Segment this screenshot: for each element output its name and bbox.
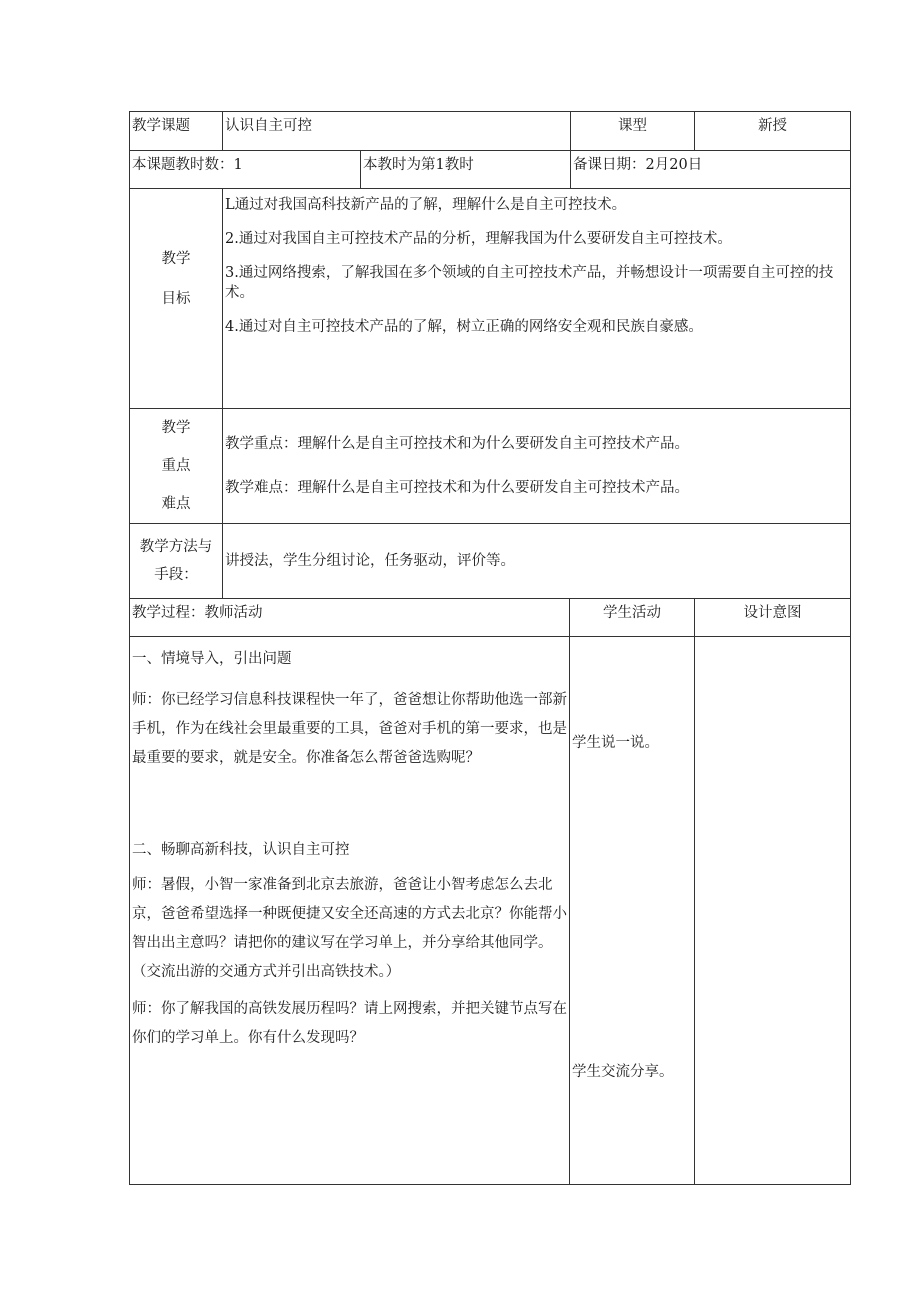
objective-item: 2.通过对我国自主可控技术产品的分析，理解我国为什么要研发自主可控技术。	[225, 231, 732, 247]
date-cell: 备课日期：2月20日	[571, 151, 851, 189]
section-title: 一、情境导入，引出问题	[132, 651, 292, 667]
section-title: 二、畅聊高新科技，认识自主可控	[132, 842, 350, 858]
student-activity-item: 学生交流分享。	[572, 1064, 674, 1080]
student-activity-content	[570, 637, 695, 1185]
difficulty-text: 教学难点：理解什么是自主可控技术和为什么要研发自主可控技术产品。	[225, 480, 689, 496]
objective-item: 4.通过对自主可控技术产品的了解，树立正确的网络安全观和民族自豪感。	[225, 319, 703, 335]
teacher-activity-content	[130, 637, 570, 1185]
lesson-plan-page	[129, 111, 850, 1185]
objectives-content	[223, 189, 851, 409]
key-points-label: 教学 重点 难点	[130, 409, 223, 524]
process-header-row	[130, 599, 851, 637]
focus-text: 教学重点：理解什么是自主可控技术和为什么要研发自主可控技术产品。	[225, 436, 689, 452]
course-row	[130, 112, 851, 151]
methods-row	[130, 524, 851, 599]
objectives-row	[130, 189, 851, 409]
objective-item: 3.通过网络搜索，了解我国在多个领域的自主可控技术产品，并畅想设计一项需要自主可控的技术。	[225, 265, 834, 301]
teacher-activity-header: 教学过程：教师活动	[130, 599, 570, 637]
objectives-label: 教学 目标	[130, 189, 223, 409]
design-intent-content	[695, 637, 851, 1185]
type-value: 新授	[695, 112, 851, 151]
teacher-text: 师：暑假，小智一家准备到北京去旅游，爸爸让小智考虑怎么去北京，爸爸希望选择一种既便捷又安全还高速的方式去北京？你能帮小智出出主意吗？请把你的建议写在学习单上，并分享给其他同学。（交流出游的交通方式并引出高铁技术。）	[132, 877, 567, 980]
course-value: 认识自主可控	[223, 112, 571, 151]
hours-cell: 本课题教时数：1	[130, 151, 361, 189]
period-cell: 本教时为第1教时	[361, 151, 571, 189]
meta-row	[130, 151, 851, 189]
type-label: 课型	[571, 112, 695, 151]
design-intent-header: 设计意图	[695, 599, 851, 637]
course-label: 教学课题	[130, 112, 223, 151]
objective-item: L通过对我国高科技新产品的了解，理解什么是自主可控技术。	[225, 197, 627, 213]
student-activity-item: 学生说一说。	[572, 735, 659, 751]
lesson-plan-table	[129, 111, 851, 1185]
student-activity-header: 学生活动	[570, 599, 695, 637]
teacher-text: 师：你了解我国的高铁发展历程吗？请上网搜索，并把关键节点写在你们的学习单上。你有什么发现吗？	[132, 1001, 567, 1046]
key-points-row	[130, 409, 851, 524]
methods-value: 讲授法，学生分组讨论，任务驱动，评价等。	[223, 524, 851, 599]
process-content-row	[130, 637, 851, 1185]
teacher-text: 师：你已经学习信息科技课程快一年了，爸爸想让你帮助他选一部新手机，作为在线社会里最重要的工具，爸爸对手机的第一要求，也是最重要的要求，就是安全。你准备怎么帮爸爸选购呢？	[132, 692, 567, 766]
key-points-content	[223, 409, 851, 524]
methods-label: 教学方法与 手段：	[130, 524, 223, 599]
